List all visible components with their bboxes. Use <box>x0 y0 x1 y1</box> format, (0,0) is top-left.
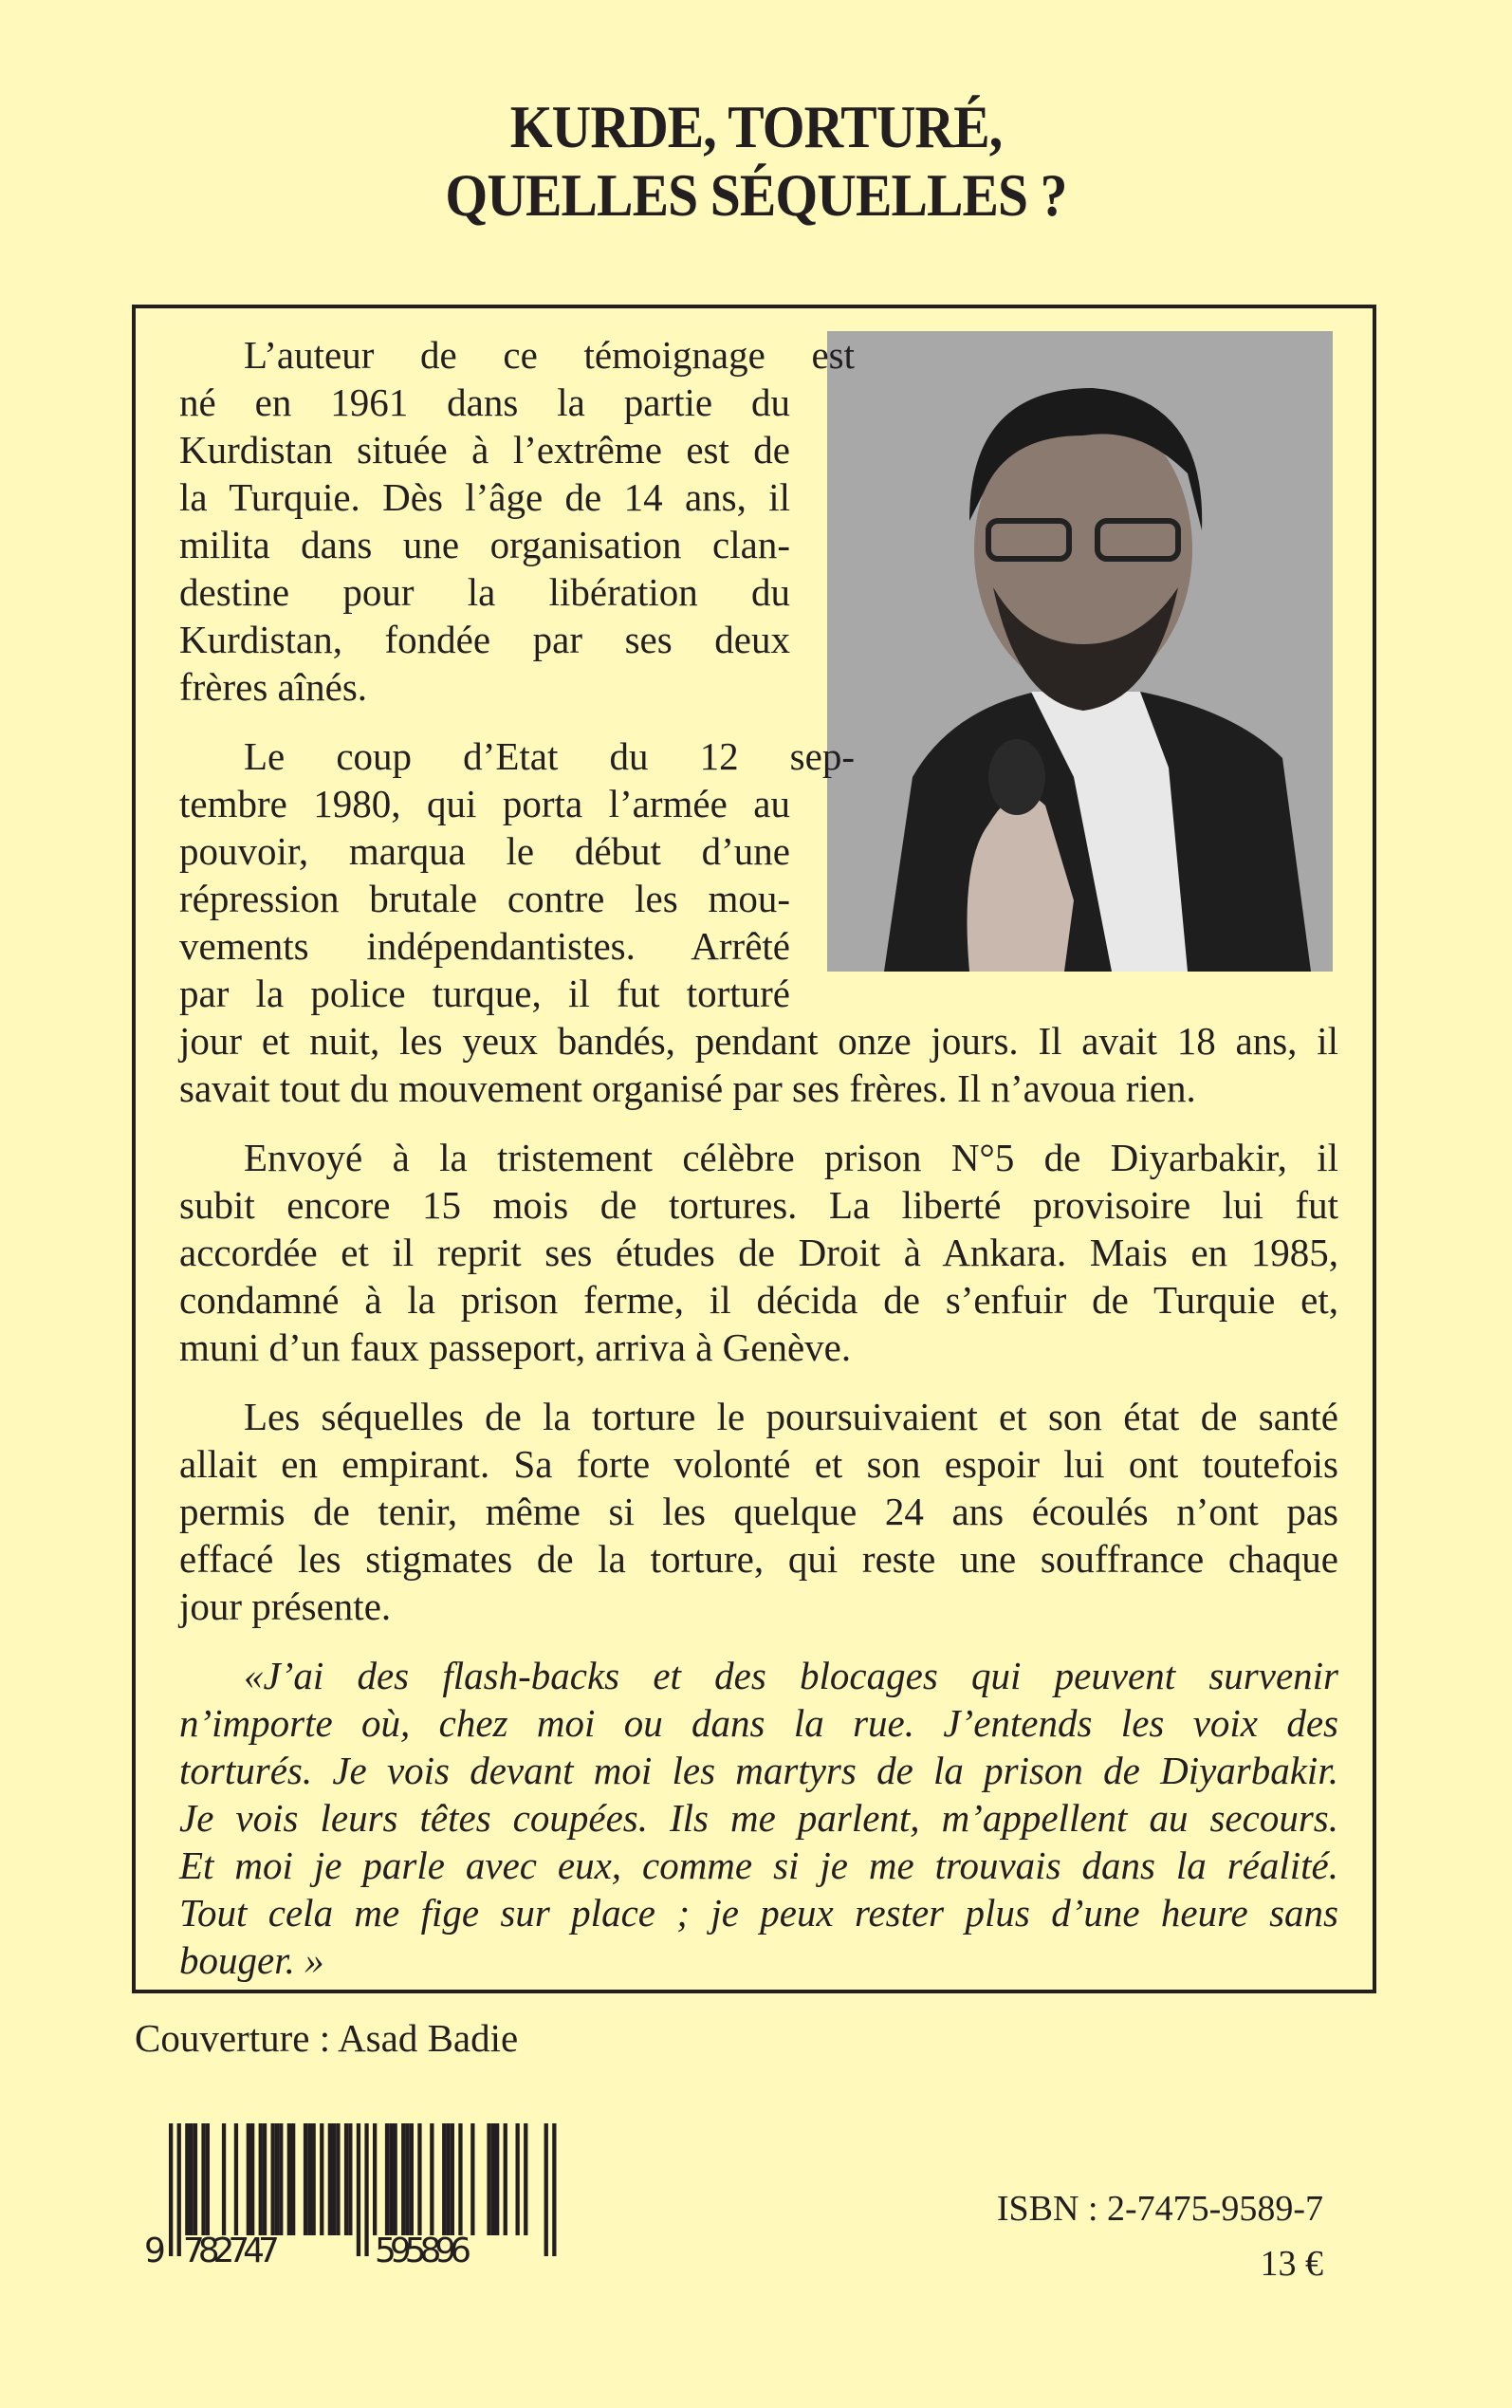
barcode-bar <box>332 2123 336 2235</box>
barcode-bar <box>491 2123 495 2235</box>
barcode-bar <box>234 2123 238 2235</box>
barcode-bar <box>328 2123 332 2235</box>
text-line: par la police turque, il fut torturé <box>179 972 790 1015</box>
cover-credit: Couverture : Asad Badie <box>135 2016 519 2060</box>
text-line: né en 1961 dans la partie du <box>179 380 790 424</box>
text-line: frères aînés. <box>179 665 368 709</box>
barcode-bar <box>222 2123 226 2235</box>
text-line: Kurdistan située à l’extrême est de <box>179 428 790 472</box>
barcode-bar <box>320 2123 323 2235</box>
text-line: effacé les stigmates de la torture, qui reste une souffrance chaque <box>179 1537 1338 1581</box>
barcode <box>142 2123 569 2266</box>
barcode-bar <box>357 2123 360 2256</box>
barcode-digits-left: 782747 <box>182 2232 280 2266</box>
text-line: accordée et il reprit ses études de Droit à Ankara. Mais en 1985, <box>179 1231 1338 1274</box>
text-line: pouvoir, marqua le début d’une <box>179 829 790 873</box>
text-line: la Turquie. Dès l’âge de 14 ans, il <box>179 475 790 519</box>
barcode-bar <box>275 2123 279 2235</box>
text-line: muni d’un faux passeport, arriva à Genève. <box>179 1325 852 1369</box>
book-title <box>0 93 1512 230</box>
barcode-bar <box>201 2123 205 2235</box>
text-line: torturés. Je vois devant moi les martyrs de la prison de Diyarbakir. <box>179 1749 1338 1792</box>
blurb-box <box>132 305 1376 1993</box>
barcode-bar <box>250 2123 254 2235</box>
barcode-bar <box>344 2123 348 2235</box>
barcode-bar <box>552 2123 556 2256</box>
barcode-bar <box>495 2123 499 2235</box>
barcode-bar <box>206 2123 210 2235</box>
barcode-bar <box>307 2123 311 2235</box>
text-line: Tout cela me fige sur place ; je peux rester plus d’une heure sans <box>179 1891 1338 1935</box>
barcode-bar <box>364 2123 368 2256</box>
barcode-bar <box>247 2123 250 2235</box>
barcode-bar <box>405 2123 409 2235</box>
barcode-bar <box>417 2123 421 2235</box>
isbn: ISBN : 2-7475-9589-7 <box>996 2189 1323 2229</box>
text-line: tembre 1980, qui porta l’armée au <box>179 782 790 825</box>
paragraph <box>179 732 1338 1112</box>
text-line: Envoyé à la tristement célèbre prison N°5 de Diyarbakir, il <box>244 1136 1338 1179</box>
blurb-text <box>179 331 1338 2006</box>
text-line: savait tout du mouvement organisé par ses frères. Il n’avoua rien. <box>179 1066 1196 1110</box>
text-line: Kurdistan, fondée par ses deux <box>179 618 790 661</box>
text-line: Le coup d’Etat du 12 sep- <box>244 734 855 778</box>
barcode-bar <box>442 2123 446 2235</box>
text-line: milita dans une organisation clan- <box>179 523 790 566</box>
text-line: subit encore 15 mois de tortures. La liberté provisoire lui fut <box>179 1183 1338 1227</box>
title-line-1: KURDE, TORTURÉ, <box>509 93 1003 160</box>
barcode-bar <box>169 2123 173 2256</box>
barcode-bar <box>348 2123 352 2235</box>
barcode-bar <box>389 2123 393 2235</box>
text-line: L’auteur de ce témoignage est <box>244 333 855 377</box>
paragraph <box>179 1134 1338 1371</box>
barcode-bar <box>190 2123 194 2235</box>
barcode-bar <box>336 2123 340 2235</box>
barcode-bar <box>394 2123 397 2235</box>
barcode-bar <box>410 2123 414 2235</box>
price: 13 € <box>1260 2244 1323 2284</box>
quote-paragraph <box>179 1652 1338 1984</box>
text-line: Les séquelles de la torture le poursuivaient et son état de santé <box>244 1395 1338 1438</box>
barcode-bar <box>458 2123 462 2235</box>
text-line: Et moi je parle avec eux, comme si je me trouvais dans la réalité. <box>179 1843 1338 1887</box>
barcode-bar <box>401 2123 405 2235</box>
text-line: répression brutale contre les mou- <box>179 877 790 920</box>
text-line: destine pour la libération du <box>179 570 790 614</box>
barcode-bar <box>504 2123 507 2235</box>
barcode-bar <box>373 2123 377 2235</box>
text-line: «J’ai des flash-backs et des blocages qui peuvent survenir <box>244 1654 1338 1697</box>
barcode-bar <box>194 2123 197 2235</box>
text-line: jour et nuit, les yeux bandés, pendant onze jours. Il avait 18 ans, il <box>179 1019 1338 1063</box>
barcode-digit-lead: 9 <box>144 2232 166 2266</box>
barcode-bar <box>544 2123 548 2256</box>
barcode-bar <box>524 2123 527 2235</box>
barcode-bar <box>263 2123 267 2235</box>
text-line: Je vois leurs têtes coupées. Ils me parlent, m’appellent au secours. <box>179 1796 1338 1840</box>
paragraph <box>179 331 1338 711</box>
title-line-2: QUELLES SÉQUELLES ? <box>445 161 1067 229</box>
text-line: jour présente. <box>179 1584 392 1628</box>
barcode-bar <box>177 2123 181 2256</box>
barcode-bar <box>312 2123 316 2235</box>
text-line: bouger. » <box>179 1938 324 1982</box>
text-line: permis de tenir, même si les quelque 24 ans écoulés n’ont pas <box>179 1490 1338 1533</box>
text-line: n’importe où, chez moi ou dans la rue. J’entends les voix des <box>179 1701 1338 1745</box>
barcode-bar <box>470 2123 474 2235</box>
paragraph <box>179 1393 1338 1630</box>
barcode-bar <box>487 2123 490 2235</box>
barcode-digits-right: 595896 <box>375 2232 471 2266</box>
barcode-bar <box>291 2123 295 2235</box>
barcode-bar <box>185 2123 189 2235</box>
text-line: vements indépendantistes. Arrêté <box>179 924 790 968</box>
barcode-bar <box>287 2123 291 2235</box>
text-line: allait en empirant. Sa forte volonté et son espoir lui ont toutefois <box>179 1442 1338 1486</box>
barcode-bar <box>446 2123 450 2235</box>
barcode-bar <box>451 2123 454 2235</box>
barcode-bar <box>430 2123 433 2235</box>
text-line: condamné à la prison ferme, il décida de s’enfuir de Turquie et, <box>179 1278 1338 1322</box>
barcode-bar <box>279 2123 283 2235</box>
barcode-bar <box>304 2123 307 2235</box>
barcode-bar <box>385 2123 389 2235</box>
barcode-bar <box>259 2123 263 2235</box>
barcode-bar <box>516 2123 520 2235</box>
barcode-bar <box>271 2123 275 2235</box>
